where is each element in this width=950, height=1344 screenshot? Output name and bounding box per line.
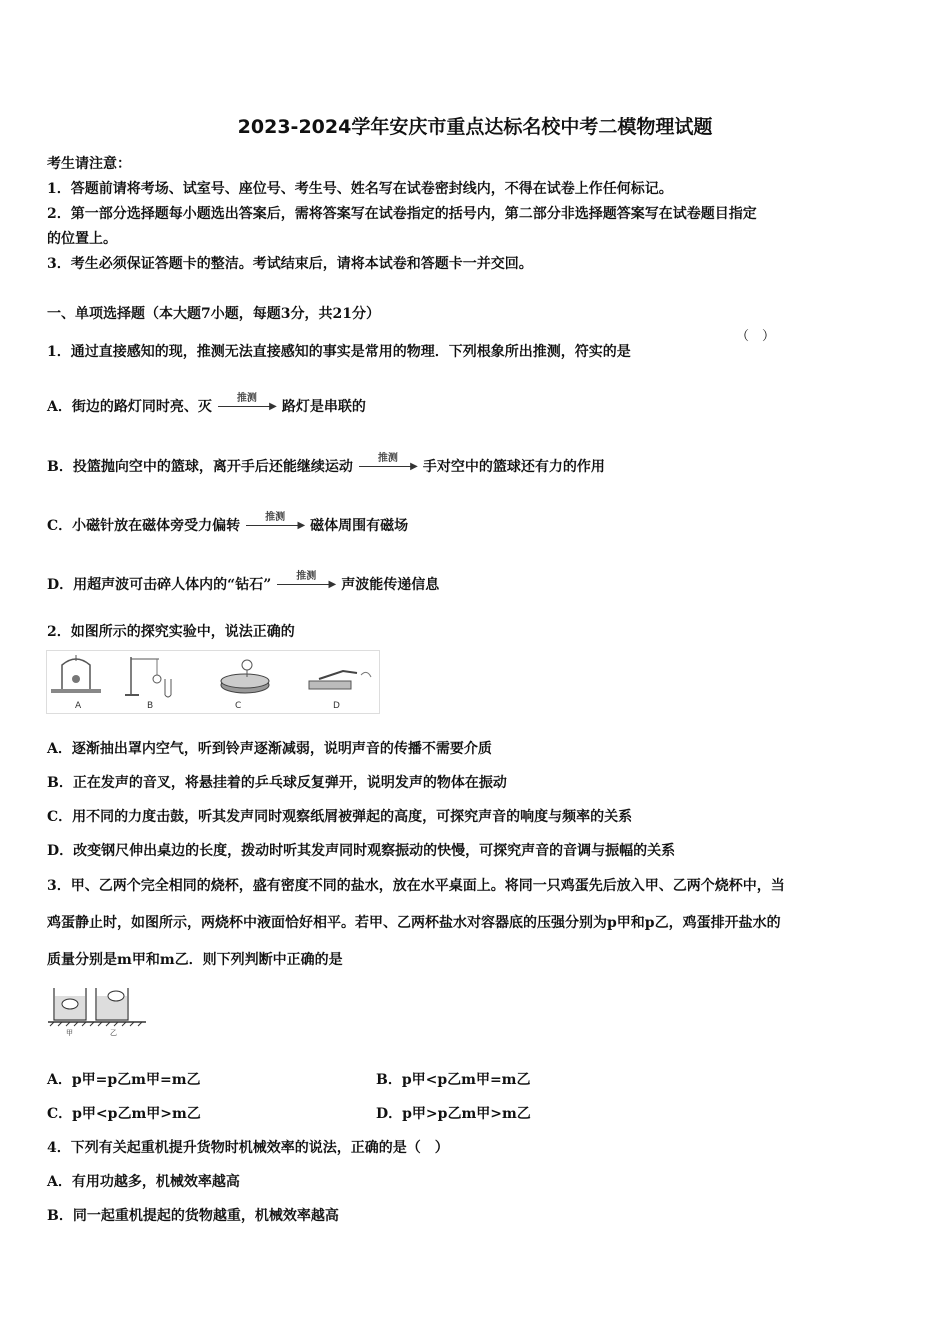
notice-item: 1．答题前请将考场、试室号、座位号、考生号、姓名写在试卷密封线内，不得在试卷上作任何标记。	[47, 181, 673, 197]
q1-option-c: C．小磁针放在磁体旁受力偏转 推测 ▶ 磁体周围有磁场	[47, 512, 409, 534]
q3-option-b: B．p甲<p乙m甲=m乙	[376, 1072, 531, 1088]
q1-answer-paren: （ ）	[736, 329, 776, 344]
fig-label: 乙	[110, 1029, 117, 1037]
q1-option-d: D．用超声波可击碎人体内的“钻石” 推测 ▶ 声波能传递信息	[47, 571, 440, 593]
fig-label: B	[147, 701, 154, 711]
q4-stem: 4．下列有关起重机提升货物时机械效率的说法，正确的是（ ）	[47, 1140, 449, 1156]
notice-item: 的位置上。	[47, 231, 117, 247]
fig-label: D	[333, 701, 340, 711]
q1-option-b: B．投篮抛向空中的篮球，离开手后还能继续运动 推测 ▶ 手对空中的篮球还有力的作用	[47, 453, 605, 475]
arrow-icon: 推测 ▶	[244, 516, 306, 536]
fig-label: 甲	[66, 1029, 73, 1037]
q2-experiments-figure	[46, 650, 380, 714]
arrow-icon: 推测 ▶	[216, 397, 278, 417]
q3-option-a: A．p甲=p乙m甲=m乙	[47, 1072, 201, 1088]
notice-heading: 考生请注意：	[47, 156, 131, 172]
q3-stem-line: 鸡蛋静止时，如图所示，两烧杯中液面恰好相平。若甲、乙两杯盐水对容器底的压强分别为p甲和p乙，鸡蛋排开盐水的	[47, 915, 781, 931]
section-heading: 一、单项选择题（本大题7小题，每题3分，共21分）	[47, 306, 380, 322]
fig-label: A	[75, 701, 82, 711]
q2-option-a: A．逐渐抽出罩内空气，听到铃声逐渐减弱，说明声音的传播不需要介质	[47, 741, 492, 757]
q3-stem-line: 质量分别是m甲和m乙．则下列判断中正确的是	[47, 952, 343, 968]
notice-item: 3．考生必须保证答题卡的整洁。考试结束后，请将本试卷和答题卡一并交回。	[47, 256, 533, 272]
notice-item: 2．第一部分选择题每小题选出答案后，需将答案写在试卷指定的括号内，第二部分非选择题答案写在试卷题目指定	[47, 206, 757, 222]
q3-stem-line: 3．甲、乙两个完全相同的烧杯，盛有密度不同的盐水，放在水平桌面上。将同一只鸡蛋先后放入甲、乙两个烧杯中，当	[47, 878, 785, 894]
q1-option-a: A．街边的路灯同时亮、灭 推测 ▶ 路灯是串联的	[47, 393, 366, 415]
q3-option-c: C．p甲<p乙m甲>m乙	[47, 1106, 201, 1122]
q3-beakers-figure	[48, 982, 148, 1040]
q2-option-d: D．改变钢尺伸出桌边的长度，拨动时听其发声同时观察振动的快慢，可探究声音的音调与振幅的关系	[47, 843, 676, 859]
q2-option-b: B．正在发声的音叉，将悬挂着的乒乓球反复弹开，说明发声的物体在振动	[47, 775, 507, 791]
q4-option-b: B．同一起重机提起的货物越重，机械效率越高	[47, 1208, 339, 1224]
arrow-icon: 推测 ▶	[275, 575, 337, 595]
q4-option-a: A．有用功越多，机械效率越高	[47, 1174, 240, 1190]
arrow-icon: 推测 ▶	[357, 457, 419, 477]
q2-option-c: C．用不同的力度击鼓，听其发声同时观察纸屑被弹起的高度，可探究声音的响度与频率的关系	[47, 809, 633, 825]
q2-stem: 2．如图所示的探究实验中，说法正确的	[47, 624, 295, 640]
q1-stem: 1．通过直接感知的现，推测无法直接感知的事实是常用的物理．下列根象所出推测，符实的是	[47, 344, 631, 360]
q3-option-d: D．p甲>p乙m甲>m乙	[376, 1106, 531, 1122]
page-title: 2023-2024学年安庆市重点达标名校中考二模物理试题	[237, 116, 713, 138]
fig-label: C	[235, 701, 242, 711]
